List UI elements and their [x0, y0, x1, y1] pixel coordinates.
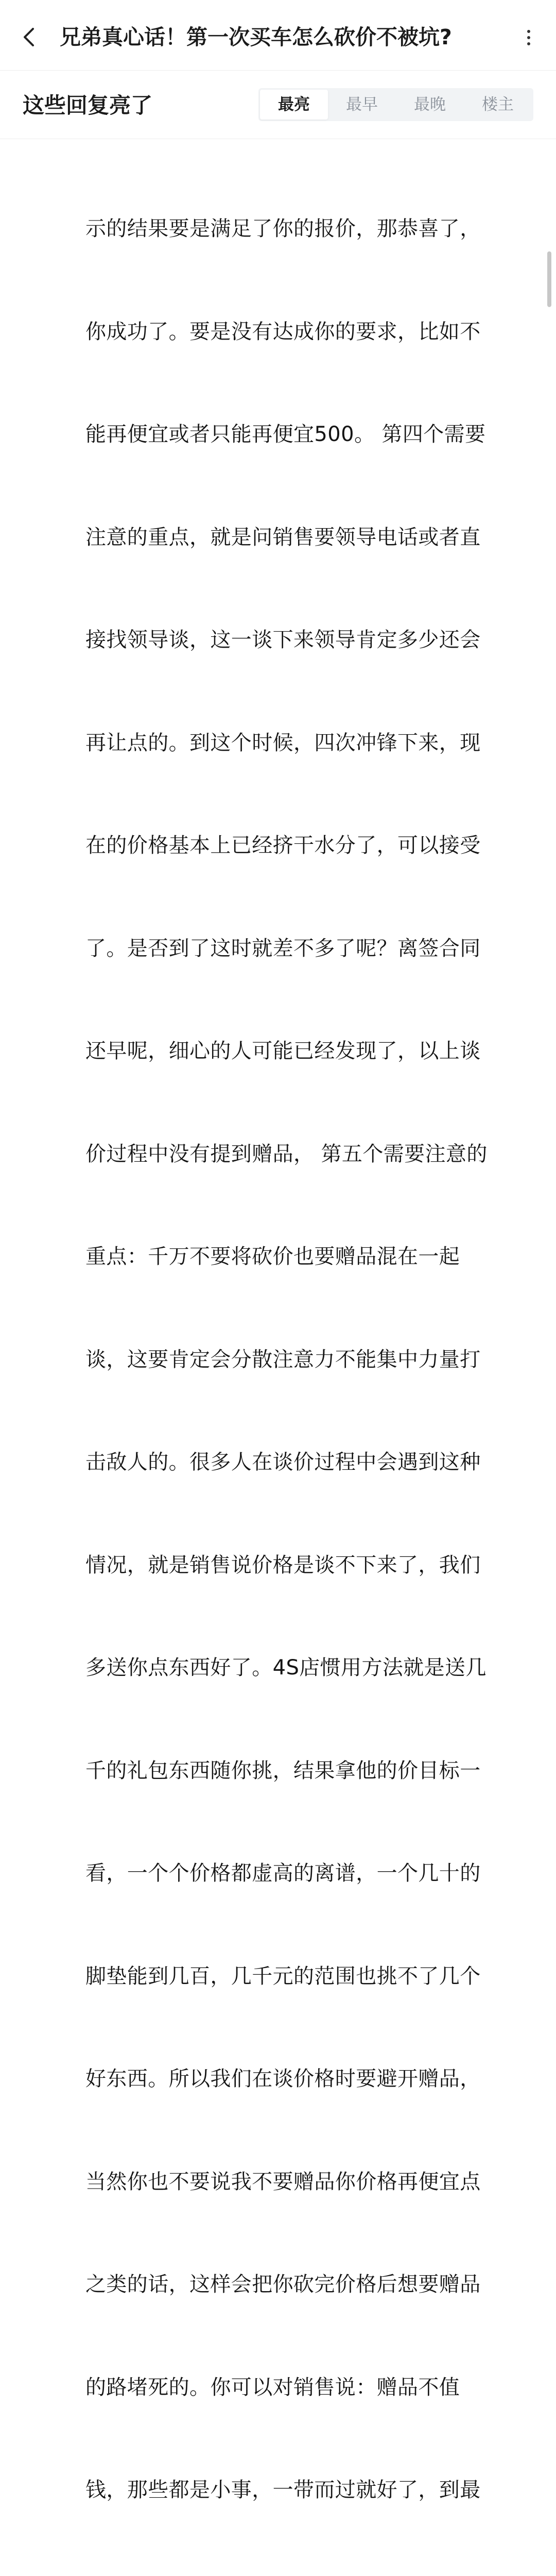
text-line: 重点：千万不要将砍价也要赠品混在一起 [85, 1240, 538, 1274]
top-navigation-bar [0, 0, 556, 71]
text-line: 看，一个个价格都虚高的离谱，一个几十的 [85, 1856, 538, 1891]
bottom-fade [0, 1007, 556, 1033]
scrollbar-thumb[interactable] [547, 251, 551, 307]
text-line: 你成功了。要是没有达成你的要求，比如不 [85, 315, 538, 349]
tab-brightest[interactable]: 最亮 [260, 90, 328, 120]
section-title: 这些回复亮了 [23, 91, 152, 120]
text-line: 脚垫能到几百，几千元的范围也挑不了几个 [85, 1959, 538, 1994]
text-line: 的路堵死的。你可以对销售说：赠品不值 [85, 2370, 538, 2405]
text-line: 击敌人的。很多人在谈价过程中会遇到这种 [85, 1445, 538, 1480]
tab-earliest[interactable]: 最早 [328, 90, 396, 120]
text-line: 示的结果要是满足了你的报价，那恭喜了， [85, 212, 538, 246]
text-line: 之类的话，这样会把你砍完价格后想要赠品 [85, 2267, 538, 2302]
more-vertical-icon [527, 30, 530, 33]
text-line: 注意的重点，就是问销售要领导电话或者直 [85, 520, 538, 555]
text-line: 多送你点东西好了。4S店惯用方法就是送几 [85, 1651, 538, 1685]
text-line: 能再便宜或者只能再便宜500。 第四个需要 [85, 417, 538, 452]
page-title: 兄弟真心话！第一次买车怎么砍价不被坑? [60, 23, 497, 52]
text-line: 在的价格基本上已经挤干水分了，可以接受 [85, 828, 538, 863]
text-line: 钱，那些都是小事，一带而过就好了，到最 [85, 2473, 538, 2507]
sort-tabs [258, 88, 533, 121]
text-line: 当然你也不要说我不要赠品你价格再便宜点 [85, 2165, 538, 2199]
tab-latest[interactable]: 最晚 [396, 90, 464, 120]
more-options-button[interactable] [521, 28, 536, 50]
chevron-left-icon [19, 25, 39, 49]
replies-header [0, 71, 556, 139]
text-line: 了。是否到了这时就差不多了呢？离签合同 [85, 931, 538, 966]
back-button[interactable] [19, 25, 39, 49]
text-line: 好东西。所以我们在谈价格时要避开赠品， [85, 2062, 538, 2096]
text-line: 价过程中没有提到赠品， 第五个需要注意的 [85, 1137, 538, 1172]
text-line: 千的礼包东西随你挑，结果拿他的价目标一 [85, 1754, 538, 1788]
text-line: 情况，就是销售说价格是谈不下来了，我们 [85, 1548, 538, 1583]
text-line: 还早呢，细心的人可能已经发现了，以上谈 [85, 1034, 538, 1069]
text-line: 谈，这要肯定会分散注意力不能集中力量打 [85, 1343, 538, 1377]
text-line: 接找领导谈，这一谈下来领导肯定多少还会 [85, 623, 538, 657]
reply-body [85, 143, 538, 2576]
tab-original-poster[interactable]: 楼主 [464, 90, 532, 120]
text-line: 再让点的。到这个时候，四次冲锋下来，现 [85, 726, 538, 760]
